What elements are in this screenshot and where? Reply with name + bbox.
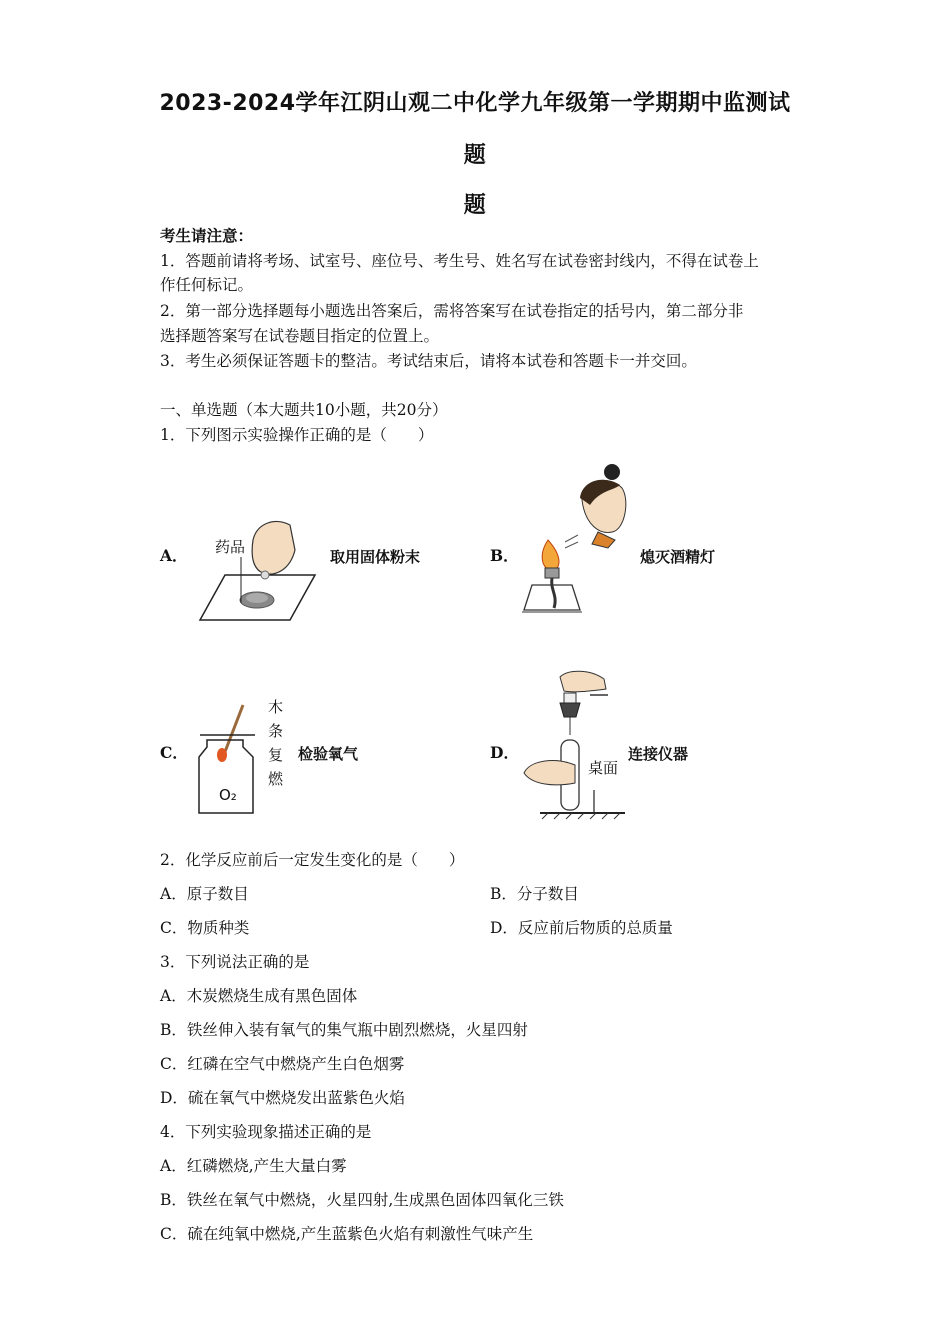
q1-option-b-letter: B． [490, 546, 519, 565]
q2-option-c: C．物质种类 [160, 919, 250, 937]
question-2-stem: 2．化学反应前后一定发生变化的是（ ） [160, 851, 465, 869]
notice-item-1: 1．答题前请将考场、试室号、座位号、考生号、姓名写在试卷密封线内，不得在试卷上 [160, 252, 759, 270]
q1-option-c-image [195, 695, 295, 820]
q1-option-c-img-label-4: 燃 [268, 770, 284, 788]
section-heading: 一、单选题（本大题共10小题，共20分） [160, 401, 448, 419]
q1-option-a-image [195, 515, 325, 625]
q3-option-d: D．硫在氧气中燃烧发出蓝紫色火焰 [160, 1089, 405, 1107]
q1-option-b-caption: 熄灭酒精灯 [640, 548, 716, 566]
q1-option-c-bottle-label: O₂ [219, 786, 237, 804]
notice-item-2-cont: 选择题答案写在试卷题目指定的位置上。 [160, 327, 440, 345]
q3-option-a: A．木炭燃烧生成有黑色固体 [160, 987, 358, 1005]
q1-option-d-image [520, 665, 630, 820]
page-title: 2023-2024学年江阴山观二中化学九年级第一学期期中监测试 [159, 91, 791, 116]
q3-option-b: B．铁丝伸入装有氧气的集气瓶中剧烈燃烧，火星四射 [160, 1021, 528, 1039]
q1-option-c-img-label-1: 木 [268, 698, 284, 716]
q1-option-c-letter: C． [160, 743, 188, 762]
q1-option-a-letter: A． [160, 546, 188, 565]
notice-item-2: 2．第一部分选择题每小题选出答案后，需将答案写在试卷指定的括号内，第二部分非 [160, 302, 744, 320]
q2-option-d: D．反应前后物质的总质量 [490, 919, 673, 937]
q1-option-d-letter: D． [490, 743, 519, 762]
q1-option-b-image [520, 460, 635, 625]
q4-option-c: C．硫在纯氧中燃烧,产生蓝紫色火焰有刺激性气味产生 [160, 1225, 534, 1243]
q4-option-b: B．铁丝在氧气中燃烧，火星四射,生成黑色固体四氧化三铁 [160, 1191, 564, 1209]
q1-option-d-caption: 连接仪器 [628, 745, 689, 763]
q1-option-d-img-label: 桌面 [588, 759, 619, 777]
notice-item-3: 3．考生必须保证答题卡的整洁。考试结束后，请将本试卷和答题卡一并交回。 [160, 352, 697, 370]
q2-option-b: B．分子数目 [490, 885, 579, 903]
question-3-stem: 3．下列说法正确的是 [160, 953, 310, 971]
q4-option-a: A．红磷燃烧,产生大量白雾 [160, 1157, 347, 1175]
q1-option-c-img-label-2: 条 [268, 722, 284, 740]
notice-item-1-cont: 作任何标记。 [160, 276, 254, 294]
q1-option-a-caption: 取用固体粉末 [330, 548, 421, 566]
notice-heading: 考生请注意： [160, 226, 254, 245]
page-title-line2: 题 [463, 143, 487, 168]
q3-option-c: C．红磷在空气中燃烧产生白色烟雾 [160, 1055, 405, 1073]
q2-option-a: A．原子数目 [160, 885, 249, 903]
q1-option-c-caption: 检验氧气 [298, 745, 359, 763]
q1-option-a-img-label: 药品 [215, 538, 246, 556]
page-title-line3: 题 [463, 193, 487, 218]
question-4-stem: 4．下列实验现象描述正确的是 [160, 1123, 372, 1141]
question-1-stem: 1．下列图示实验操作正确的是（ ） [160, 426, 434, 444]
q1-option-c-img-label-3: 复 [268, 746, 284, 764]
